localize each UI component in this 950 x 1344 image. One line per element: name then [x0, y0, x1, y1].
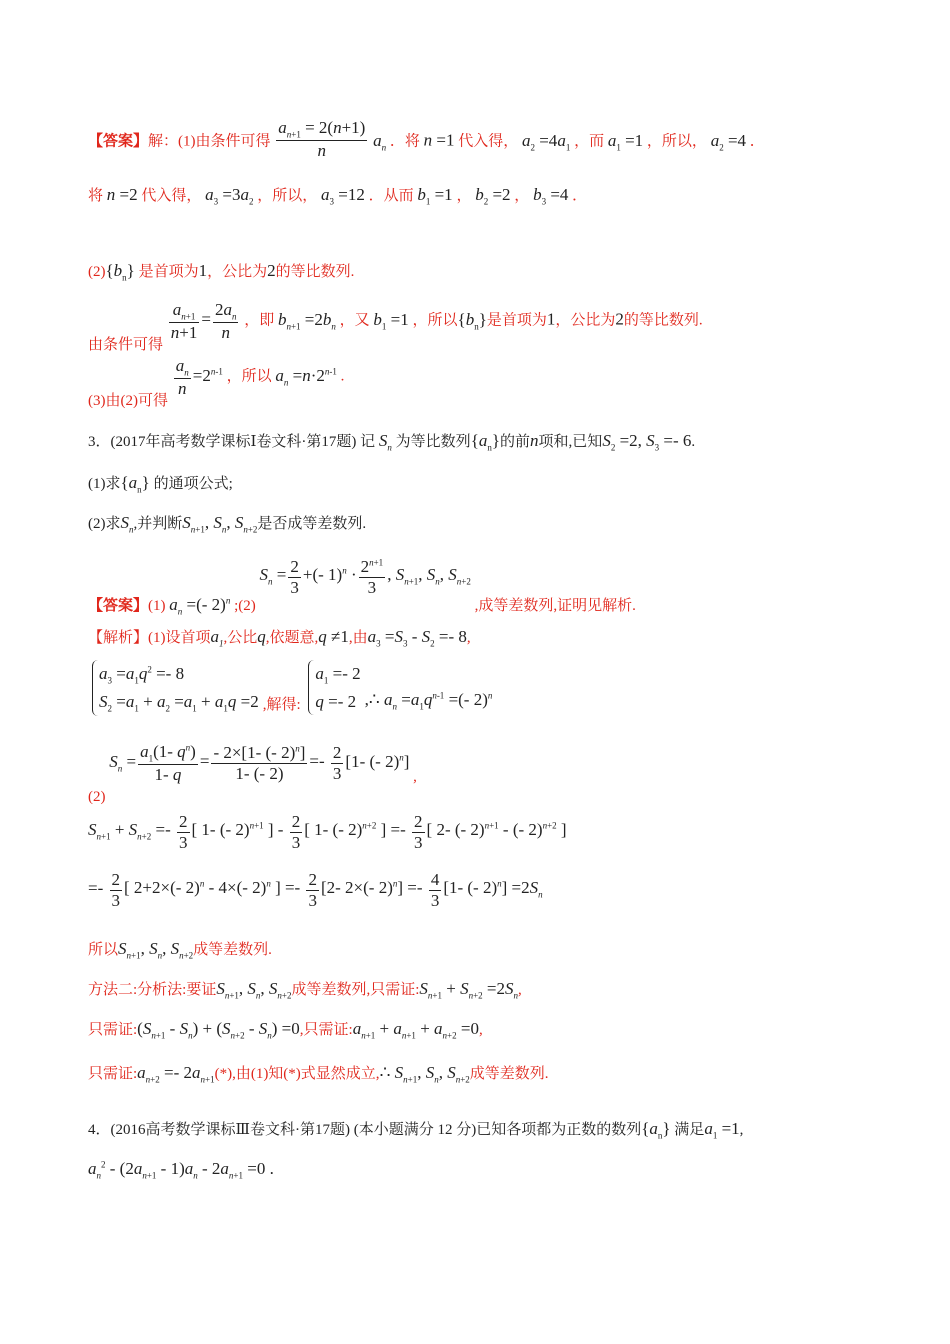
text: 成等差数列. — [193, 942, 272, 958]
answer-tag: 【答案】 — [88, 598, 149, 615]
text: ,由 — [348, 630, 368, 646]
number: 1 — [546, 309, 556, 329]
text: 是首项为 — [486, 312, 547, 329]
text: ．将 — [389, 133, 420, 150]
text: ,成等差数列,证明见解析. — [474, 598, 636, 615]
q3-need-2: 只需证$:a_{n+2} =- 2a_{n+1}(*)$,由(1)知(*)式显然成立,∴ $S_{n+1}$, $S_n$, $S_{n+2}$成等差数列. — [88, 1063, 549, 1085]
answer-line-3: $(2)\{b_n\}$ 是首项为1，公比为2的等比数列. — [88, 261, 355, 283]
text: 4．(2016高考数学课标Ⅲ卷文科·第17题) (本小题满分 12 分)已知各项都为正数的数列 — [88, 1122, 642, 1138]
q3-derivation-1: $S_{n+1} + S_{n+2}$ =- $\frac{2}{3}$ [ 1- (- 2)$^{n+1}$ ] - $\frac{2}{3}$ [ 1- (- 2)$^{n+2}$ ] =- $\frac{2}{3}$ [ 2- (- 2)$^{n+1}$ - (- 2)$^{n+2}$ ] — [88, 812, 567, 852]
q3-solution-system: $a_3 =a_1q^2 =- 8$ $S_2 =a_1 + a_2 =a_1 + a_1q =2$ ,解得: $a_1 =- 2$ q =- 2 ,∴ $a_n =a_1q^{n-1}$ =(- 2)$^n$ — [88, 660, 492, 716]
formula-an-over-n: $\frac{a_n}{n}$ — [175, 356, 189, 398]
q3-solution-1: 【解析】(1)设首项$a_1$,公比q,依题意,q ≠1,由$a_3 =S_3 - S_2 =- 8$, — [88, 627, 471, 649]
q3-conclusion: 所以$S_{n+1}$, $S_n$, $S_{n+2}$成等差数列. — [88, 939, 272, 961]
text: 只需证: — [88, 1022, 138, 1038]
text: ，所以， — [646, 133, 707, 150]
q3-part2-sum: (2) $S_n$ = $\frac{a_1(1- q^n)}{1- q}$ = $\frac{- 2\times[1- (- 2)^n]}{1- (- 2)}$ =- $\frac{2}{3}$ [1- (- 2)$^n$] , — [88, 742, 417, 805]
q3-need-1: 只需证$:(S_{n+1} - S_n) + (S_{n+2} - S_n) =0$,只需证$:a_{n+1} + a_{n+1} + a_{n+2} =0$, — [88, 1019, 483, 1041]
text: ,只需证: — [299, 1022, 353, 1038]
text: ． — [749, 133, 765, 150]
solution-tag: 【解析】 — [88, 630, 149, 646]
text: 的前 — [500, 434, 531, 450]
answer-tag: 【答案】 — [88, 133, 149, 150]
text: 所以 — [88, 942, 119, 958]
text: 是否成等差数列. — [257, 516, 367, 532]
q3-part2: (2)求$S_n$,并判断$S_{n+1}$, $S_n$, $S_{n+2}$是否成等差数列. — [88, 513, 367, 535]
text: ;(2) — [234, 598, 256, 615]
formula-recurrence: $\frac{a_{n+1} = 2(n+1)}{n}$ — [278, 118, 366, 160]
text: ,解得: — [262, 697, 301, 714]
text: 代入得， — [458, 133, 519, 150]
text: 将 — [88, 188, 104, 204]
text: 成等差数列. — [469, 1066, 549, 1082]
text: 3．(2017年高考数学课标Ⅰ卷文科·第17题) 记 — [88, 434, 376, 450]
text: (2) — [88, 264, 106, 280]
text: , — [466, 630, 471, 646]
text: 的等比数列. — [275, 264, 355, 280]
text: ,公比 — [223, 630, 258, 646]
number: 2 — [615, 309, 624, 329]
q3-stem: 3．(2017年高考数学课标Ⅰ卷文科·第17题) 记 $S_n$ 为等比数列$\{a_n\}$的前n项和,已知$S_2 =2$, $S_3 =- 6$. — [88, 431, 696, 453]
text: (2)求 — [88, 516, 121, 532]
text: ．从而 — [368, 188, 414, 204]
text: (1)设首项 — [148, 630, 211, 646]
text: 的等比数列. — [623, 312, 703, 329]
text: 方法二:分析法:要证 — [88, 982, 217, 998]
text: 由条件可得 — [88, 336, 164, 353]
text: 解：(1)由条件可得 — [148, 133, 271, 150]
answer-line-4: 由条件可得 $\frac{a_{n+1}}{n+1}$ = $\frac{2a_n}{n}$ ，即 $b_{n+1} =2b_n$ ，又 $b_1 =1$ ，所以$\{b_n\}$是首项为1，公比为2的等比数列. — [88, 300, 703, 353]
text: 为等比数列 — [395, 434, 471, 450]
text: (2) — [88, 788, 106, 805]
text: 成等差数列,只需证: — [291, 982, 420, 998]
text: 代入得， — [141, 188, 202, 204]
text: ，所以， — [257, 188, 318, 204]
text: 项和,已知 — [538, 434, 603, 450]
text: ，而 — [574, 133, 605, 150]
text: ，公比为 — [555, 312, 616, 329]
q3-part1: (1)求$\{a_n\}$ 的通项公式; — [88, 473, 233, 495]
text: ， — [456, 188, 472, 204]
q3-method2: 方法二:分析法:要证$S_{n+1}$, $S_n$, $S_{n+2}$成等差数列,只需证$:S_{n+1} + S_{n+2} =2S_n$, — [88, 979, 522, 1001]
solution-system: $a_1 =- 2$ q =- 2 — [308, 660, 360, 715]
number: 1 — [198, 261, 208, 280]
formula-ratio: $\frac{a_{n+1}}{n+1}$ — [170, 300, 198, 342]
text: (1) — [148, 598, 166, 615]
text: ,依题意, — [265, 630, 319, 646]
text: , — [518, 982, 522, 998]
text: (1)求 — [88, 476, 121, 492]
q3-answer: 【答案】(1) $a_n$ =(- 2)$^n$ ;(2) $S_n$ = $\frac{2}{3}$ +(- 1)$^n$ · $\frac{2^{n+1}}{3}$ , $S_{n+1}$, $S_n$, $S_{n+2}$ ,成等差数列,证明见解析. — [88, 557, 636, 617]
answer-line-5: (3)由(2)可得 $\frac{a_n}{n}$ $=2^{n-1}$ ，所以 $a_n =n\cdot 2^{n-1}$ . — [88, 356, 345, 409]
text: , — [739, 1122, 744, 1138]
text: ，又 — [339, 312, 370, 329]
text: , — [478, 1022, 483, 1038]
q3-derivation-2: =- $\frac{2}{3}$ [ 2+2×(- 2)$^n$ - 4×(- 2)$^n$ ] =- $\frac{2}{3}$ [2- 2×(- 2)$^n$] =- $\frac{4}{3}$ [1- (- $2)^n] =2S_n$ — [88, 870, 543, 910]
text: 只需证: — [88, 1066, 138, 1082]
q4-stem: 4．(2016高考数学课标Ⅲ卷文科·第17题) (本小题满分 12 分)已知各项都为正数的数列$\{a_n\}$ 满足$a_1 =1$, — [88, 1119, 744, 1141]
text: ，所以 — [412, 312, 458, 329]
text: 是首项为 — [138, 264, 199, 280]
text: ，所以 — [226, 368, 272, 385]
text: . — [340, 368, 345, 385]
answer-line-1: 【答案】解：(1)由条件可得 $\frac{a_{n+1} = 2(n+1)}{n}$ $a_n$ ．将 n =1 代入得， $a_2 =4a_1$ ，而 $a_1 =1$ ，所以， $a_2 =4$ ． — [88, 118, 765, 160]
text: ，公比为 — [207, 264, 268, 280]
number: 2 — [267, 261, 276, 280]
text: ， — [514, 188, 530, 204]
q4-equation: $a_n^2 - (2a_{n+1} - 1)a_n - 2a_{n+1} =0$ . — [88, 1159, 274, 1181]
text: (3)由(2)可得 — [88, 392, 168, 409]
text: 的通项公式; — [153, 476, 233, 492]
answer-line-2: 将 n =2 代入得， $a_3 =3a_2$ ，所以， $a_3 =12$ ．从而 $b_1 =1$ ， $b_2 =2$ ， $b_3 =4$ ． — [88, 185, 588, 207]
text: , — [413, 768, 417, 785]
text: (*),由(1)知(*)式显然成立, — [214, 1066, 380, 1082]
text: ,并判断 — [133, 516, 183, 532]
text: 满足 — [674, 1122, 705, 1138]
text: ，即 — [244, 312, 275, 329]
equation-system: $a_3 =a_1q^2 =- 8$ $S_2 =a_1 + a_2 =a_1 + a_1q =2$ — [92, 660, 259, 716]
text: . — [691, 434, 696, 450]
text: ． — [572, 188, 588, 204]
